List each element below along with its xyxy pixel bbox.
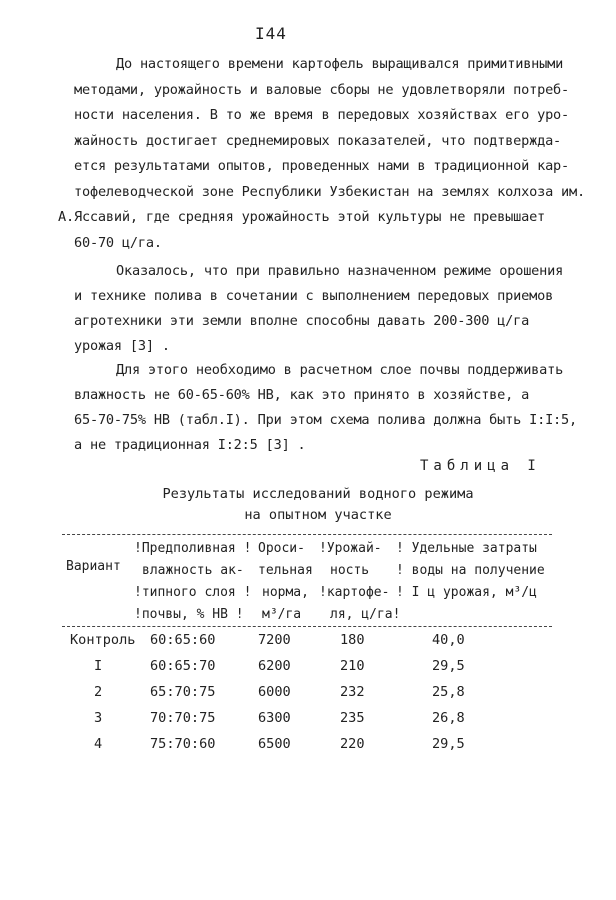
table-label: Таблица I bbox=[420, 458, 541, 474]
text-line: 65-70-75% НВ (табл.I). При этом схема полива должна быть I:I:5, bbox=[74, 412, 578, 428]
header-water-cost: ! воды на получение bbox=[396, 563, 545, 578]
cell-moisture: 60:65:70 bbox=[150, 658, 216, 674]
caption-line: на опытном участке bbox=[244, 507, 392, 523]
cell-variant: 3 bbox=[94, 710, 103, 726]
text-line: а не традиционная I:2:5 [3] . bbox=[74, 437, 306, 453]
text-line: 60-70 ц/га. bbox=[74, 235, 162, 251]
cell-irrigation: 6000 bbox=[258, 684, 291, 700]
text-line: Для этого необходимо в расчетном слое почвы поддерживать bbox=[116, 362, 564, 378]
cell-irrigation: 6200 bbox=[258, 658, 291, 674]
cell-irrigation: 6300 bbox=[258, 710, 291, 726]
cell-variant: Контроль bbox=[70, 632, 136, 648]
header-yield: !картофе- bbox=[319, 585, 390, 600]
cell-yield: 232 bbox=[340, 684, 365, 700]
page-number: I44 bbox=[255, 24, 287, 43]
cell-yield: 220 bbox=[340, 736, 365, 752]
cell-irrigation: 6500 bbox=[258, 736, 291, 752]
header-irrigation: м³/га bbox=[262, 607, 302, 622]
text-line: ется результатами опытов, проведенных нами в традиционной кар- bbox=[74, 158, 570, 174]
cell-moisture: 75:70:60 bbox=[150, 736, 216, 752]
header-moisture: влажность ак- bbox=[142, 563, 244, 578]
header-moisture: !типного слоя ! bbox=[134, 585, 252, 600]
cell-moisture: 65:70:75 bbox=[150, 684, 216, 700]
caption-line: Результаты исследований водного режима bbox=[162, 486, 474, 502]
header-moisture: !почвы, % НВ ! bbox=[134, 607, 244, 622]
header-yield: ность bbox=[330, 563, 370, 578]
cell-moisture: 60:65:60 bbox=[150, 632, 216, 648]
cell-variant: I bbox=[94, 658, 103, 674]
header-moisture: !Предполивная ! bbox=[134, 541, 252, 556]
text-line: методами, урожайность и валовые сборы не удовлетворяли потреб- bbox=[74, 82, 570, 98]
cell-water-cost: 25,8 bbox=[432, 684, 465, 700]
text-line: А.Яссавий, где средняя урожайность этой культуры не превышает bbox=[58, 209, 546, 225]
text-line: жайность достигает среднемировых показателей, что подтвержда- bbox=[74, 133, 562, 149]
text-line: До настоящего времени картофель выращивался примитивными bbox=[116, 56, 564, 72]
cell-yield: 210 bbox=[340, 658, 365, 674]
cell-yield: 180 bbox=[340, 632, 365, 648]
cell-moisture: 70:70:75 bbox=[150, 710, 216, 726]
header-water-cost: ! Удельные затраты bbox=[396, 541, 537, 556]
cell-variant: 2 bbox=[94, 684, 103, 700]
cell-water-cost: 29,5 bbox=[432, 658, 465, 674]
header-yield: ля, ц/га! bbox=[330, 607, 401, 622]
header-irrigation: Ороси- bbox=[258, 541, 305, 556]
text-line: Оказалось, что при правильно назначенном режиме орошения bbox=[116, 263, 564, 279]
header-irrigation: тельная bbox=[258, 563, 313, 578]
cell-water-cost: 40,0 bbox=[432, 632, 465, 648]
table-header-rule bbox=[62, 626, 552, 627]
cell-water-cost: 26,8 bbox=[432, 710, 465, 726]
cell-water-cost: 29,5 bbox=[432, 736, 465, 752]
header-irrigation: норма, bbox=[262, 585, 309, 600]
text-line: урожая [3] . bbox=[74, 338, 170, 354]
cell-variant: 4 bbox=[94, 736, 103, 752]
text-line: влажность не 60-65-60% НВ, как это принято в хозяйстве, а bbox=[74, 387, 530, 403]
cell-yield: 235 bbox=[340, 710, 365, 726]
text-line: ности населения. В то же время в передовых хозяйствах его уро- bbox=[74, 107, 570, 123]
text-line: агротехники эти земли вполне способны давать 200-300 ц/га bbox=[74, 313, 530, 329]
text-line: и технике полива в сочетании с выполнением передовых приемов bbox=[74, 288, 554, 304]
text-line: тофелеводческой зоне Республики Узбекистан на землях колхоза им. bbox=[74, 184, 585, 200]
header-yield: !Урожай- bbox=[319, 541, 382, 556]
table-top-rule bbox=[62, 534, 552, 535]
header-water-cost: ! I ц урожая, м³/ц bbox=[396, 585, 537, 600]
cell-irrigation: 7200 bbox=[258, 632, 291, 648]
header-variant: Вариант bbox=[66, 559, 121, 574]
